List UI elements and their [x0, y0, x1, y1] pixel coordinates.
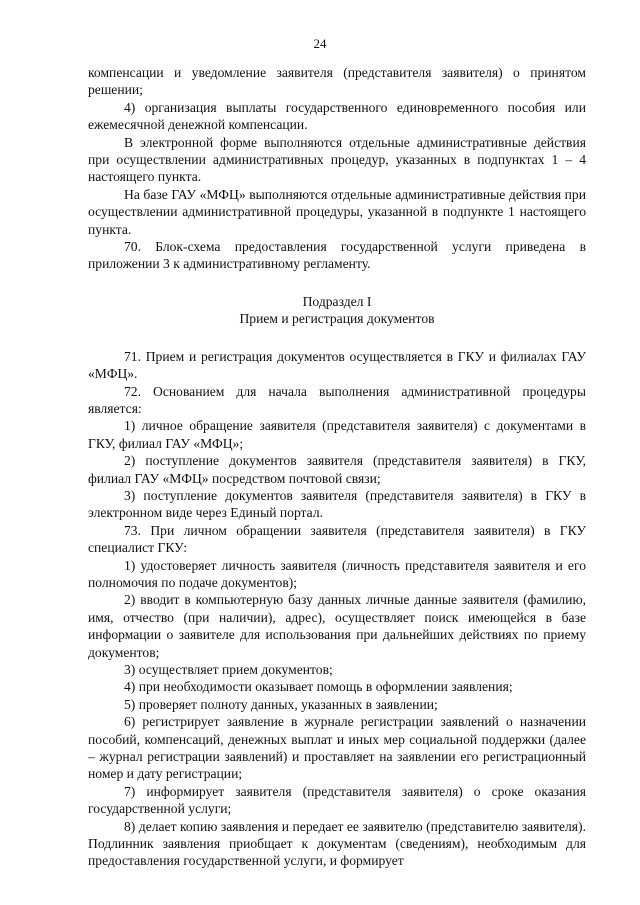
paragraph-72-item-2: 2) поступление документов заявителя (представителя заявителя) в ГКУ, филиал ГАУ «МФЦ» посредством почтовой связи;: [88, 453, 586, 486]
paragraph-electronic-form: В электронной форме выполняются отдельные административные действия при осуществлении административных процедур, указанных в подпунктах 1 – 4 настоящего пункта.: [88, 134, 586, 185]
paragraph-72-item-3: 3) поступление документов заявителя (представителя заявителя) в ГКУ в электронном виде через Единый портал.: [88, 487, 586, 521]
subsection-subtitle: Прием и регистрация документов: [239, 311, 435, 327]
paragraph-item-4: 4) организация выплаты государственного единовременного пособия или ежемесячной денежной компенсации.: [88, 99, 586, 133]
paragraph-73-item-6: 6) регистрирует заявление в журнале регистрации заявлений о назначении пособий, компенсаций, денежных выплат и иных мер социальной поддержки (далее – журнал регистрации заявлений) и проставляет на заявлении его регистрационный номер и дату регистрации;: [88, 714, 586, 782]
paragraph-mfc-base: На базе ГАУ «МФЦ» выполняются отдельные административные действия при осуществлении административной процедуры, указанной в подпункте 1 настоящего пункта.: [88, 186, 586, 237]
paragraph-continuation: компенсации и уведомление заявителя (представителя заявителя) о принятом решении;: [88, 65, 586, 98]
paragraph-73-item-5: 5) проверяет полноту данных, указанных в заявлении;: [124, 696, 438, 712]
paragraph-73-item-8: 8) делает копию заявления и передает ее заявителю (представителю заявителя). Подлинник заявления приобщает к документам (сведениям), необходимым для предоставления государственной услуги, и формирует: [88, 818, 586, 869]
paragraph-70: 70. Блок-схема предоставления государственной услуги приведена в приложении 3 к административному регламенту.: [88, 239, 586, 272]
page-number: 24: [313, 36, 327, 51]
paragraph-73-item-2: 2) вводит в компьютерную базу данных личные данные заявителя (фамилию, имя, отчество (при наличии), адрес), осуществляет поиск имеющейся в базе информации о заявителе для использования при дальнейших действиях по приему документов;: [88, 592, 586, 660]
paragraph-72-item-1: 1) личное обращение заявителя (представителя заявителя) с документами в ГКУ, филиал ГАУ «МФЦ»;: [88, 418, 586, 451]
subsection-heading: [88, 293, 586, 328]
paragraph-73-item-1: 1) удостоверяет личность заявителя (личность представителя заявителя и его полномочия по подаче документов);: [88, 557, 586, 590]
subsection-title: Подраздел I: [302, 293, 372, 309]
document-body: [88, 64, 586, 870]
paragraph-72: 72. Основанием для начала выполнения административной процедуры является:: [88, 383, 586, 416]
paragraph-73-item-4: 4) при необходимости оказывает помощь в оформлении заявления;: [124, 679, 513, 695]
paragraph-71: 71. Прием и регистрация документов осуществляется в ГКУ и филиалах ГАУ «МФЦ».: [88, 348, 586, 382]
paragraph-73-item-7: 7) информирует заявителя (представителя заявителя) о сроке оказания государственной услуги;: [88, 783, 586, 817]
paragraph-73: 73. При личном обращении заявителя (представителя заявителя) в ГКУ специалист ГКУ:: [88, 522, 586, 556]
paragraph-73-item-3: 3) осуществляет прием документов;: [124, 662, 333, 677]
